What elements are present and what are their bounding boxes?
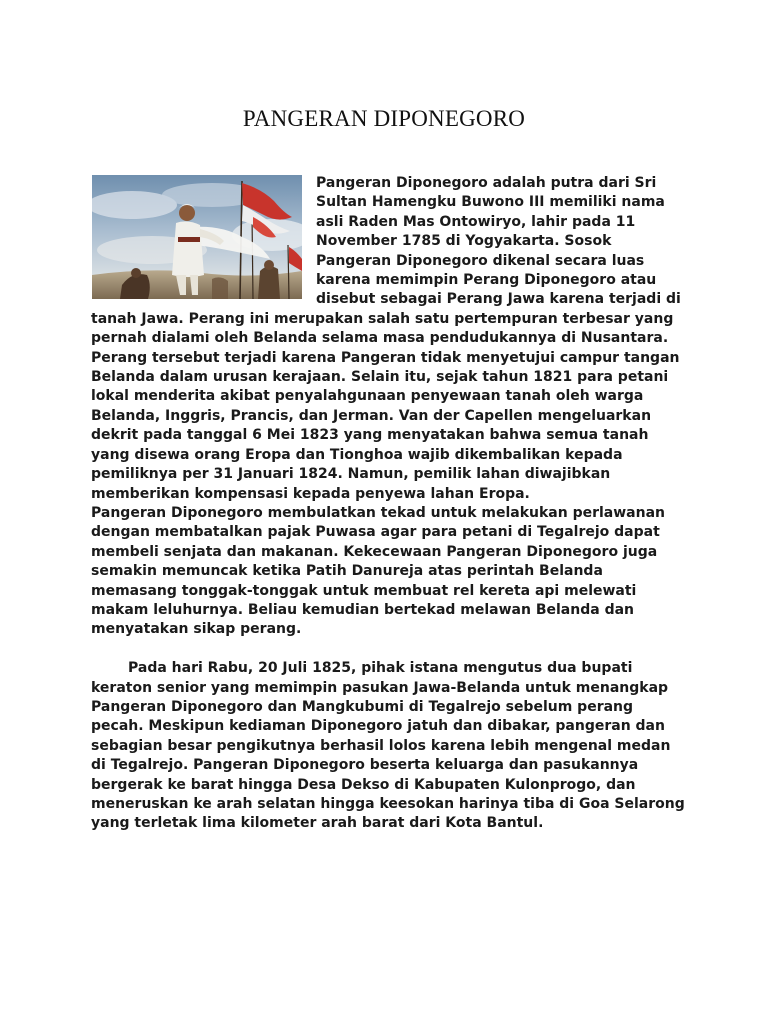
document-body <box>91 174 687 834</box>
paragraph-4: Pada hari Rabu, 20 Juli 1825, pihak istana mengutus dua bupati keraton senior yang memimpin pasukan Jawa-Belanda untuk menangkap Pangeran Diponegoro dan Mangkubumi di Tegalrejo sebelum perang pecah. Meskipun kediaman Diponegoro jatuh dan dibakar, pangeran dan sebagian besar pengikutnya berhasil lolos karena lebih mengenal medan di Tegalrejo. Pangeran Diponegoro beserta keluarga dan pasukannya bergerak ke barat hingga Desa Dekso di Kabupaten Kulonprogo, dan meneruskan ke arah selatan hingga keesokan harinya tiba di Goa Selarong yang terletak lima kilometer arah barat dari Kota Bantul. <box>91 660 685 832</box>
document-title: PANGERAN DIPONEGORO <box>242 106 526 131</box>
paragraph-spacer <box>91 640 687 659</box>
painting-svg <box>92 175 302 299</box>
diponegoro-illustration <box>92 175 302 299</box>
paragraph-1: Pangeran Diponegoro adalah putra dari Sri Sultan Hamengku Buwono III memiliki nama asli Raden Mas Ontowiryo, lahir pada 11 November 1785 di Yogyakarta. Sosok Pangeran Diponegoro dikenal secara luas karena memimpin Perang Diponegoro atau disebut sebagai Perang Jawa karena terjadi di tanah Jawa. Perang ini merupakan salah satu pertempuran terbesar yang pernah dialami oleh Belanda selama masa pendudukannya di Nusantara. <box>91 175 681 347</box>
paragraph-3: Pangeran Diponegoro membulatkan tekad untuk melakukan perlawanan dengan membatalkan pajak Puwasa agar para petani di Tegalrejo dapat membeli senjata dan makanan. Kekecewaan Pangeran Diponegoro juga semakin memuncak ketika Patih Danureja atas perintah Belanda memasang tonggak-tonggak untuk membuat rel kereta api melewati makam leluhurnya. Beliau kemudian bertekad melawan Belanda dan menyatakan sikap perang. <box>91 504 666 638</box>
paragraph-2: Perang tersebut terjadi karena Pangeran tidak menyetujui campur tangan Belanda dalam urusan kerajaan. Selain itu, sejak tahun 1821 para petani lokal menderita akibat penyalahgunaan penyewaan tanah oleh warga Belanda, Inggris, Prancis, dan Jerman. Van der Capellen mengeluarkan dekrit pada tanggal 6 Mei 1823 yang menyatakan bahwa semua tanah yang disewa orang Eropa dan Tionghoa wajib dikembalikan kepada pemiliknya per 31 Januari 1824. Namun, pemilik lahan diwajibkan memberikan kompensasi kepada penyewa lahan Eropa. <box>91 349 680 502</box>
